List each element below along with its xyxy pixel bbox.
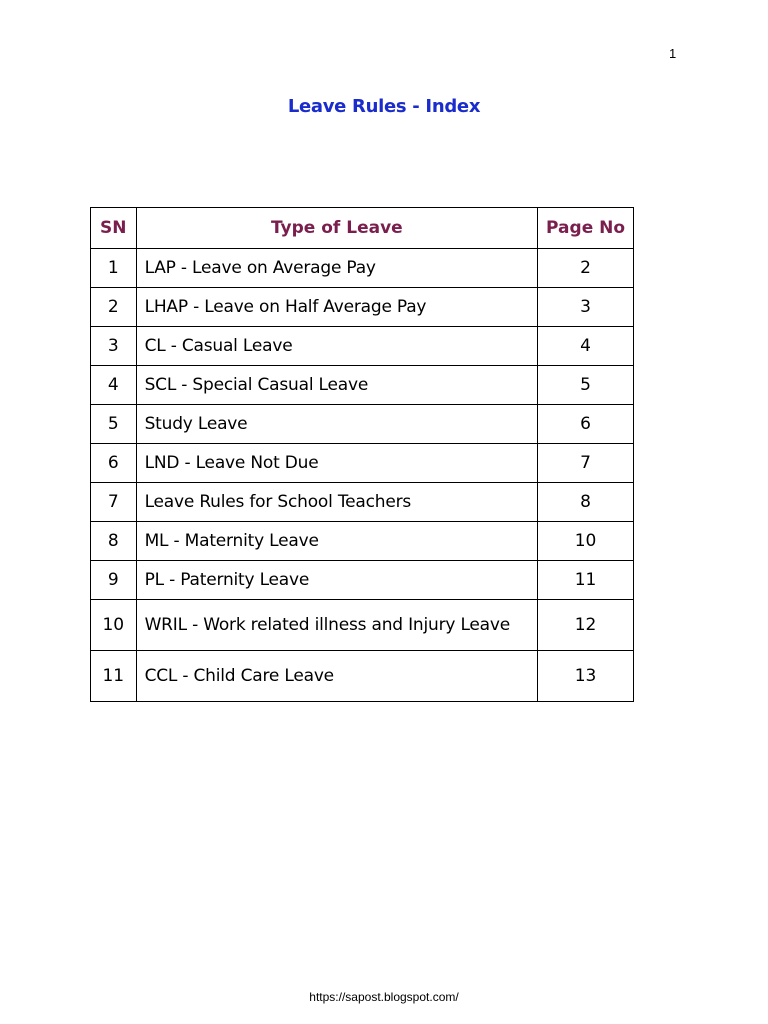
row-type: Study Leave xyxy=(136,405,538,444)
row-page: 7 xyxy=(538,444,634,483)
row-page: 6 xyxy=(538,405,634,444)
row-page: 5 xyxy=(538,366,634,405)
table-row xyxy=(91,651,634,702)
row-sn: 5 xyxy=(91,405,137,444)
header-page-no: Page No xyxy=(538,208,634,249)
row-sn: 1 xyxy=(91,249,137,288)
row-page: 2 xyxy=(538,249,634,288)
header-sn: SN xyxy=(91,208,137,249)
row-page: 8 xyxy=(538,483,634,522)
row-sn: 7 xyxy=(91,483,137,522)
row-type: LND - Leave Not Due xyxy=(136,444,538,483)
header-type-of-leave: Type of Leave xyxy=(136,208,538,249)
row-type: WRIL - Work related illness and Injury Leave xyxy=(136,600,538,651)
footer-url: https://sapost.blogspot.com/ xyxy=(309,990,459,1004)
table-row xyxy=(91,561,634,600)
row-type: LHAP - Leave on Half Average Pay xyxy=(136,288,538,327)
row-type: ML - Maternity Leave xyxy=(136,522,538,561)
row-type: PL - Paternity Leave xyxy=(136,561,538,600)
table-row xyxy=(91,366,634,405)
row-page: 3 xyxy=(538,288,634,327)
row-type: LAP - Leave on Average Pay xyxy=(136,249,538,288)
table-row xyxy=(91,483,634,522)
row-sn: 10 xyxy=(91,600,137,651)
row-sn: 11 xyxy=(91,651,137,702)
page-number: 1 xyxy=(669,46,677,61)
table-row xyxy=(91,288,634,327)
row-page: 11 xyxy=(538,561,634,600)
row-type: SCL - Special Casual Leave xyxy=(136,366,538,405)
table-row xyxy=(91,444,634,483)
table-row xyxy=(91,327,634,366)
row-type: CL - Casual Leave xyxy=(136,327,538,366)
row-page: 10 xyxy=(538,522,634,561)
table-header-row xyxy=(91,208,634,249)
row-sn: 4 xyxy=(91,366,137,405)
row-sn: 8 xyxy=(91,522,137,561)
row-type: Leave Rules for School Teachers xyxy=(136,483,538,522)
row-page: 12 xyxy=(538,600,634,651)
row-page: 4 xyxy=(538,327,634,366)
leave-index-table xyxy=(90,207,634,702)
row-sn: 2 xyxy=(91,288,137,327)
row-sn: 9 xyxy=(91,561,137,600)
table-row xyxy=(91,522,634,561)
row-page: 13 xyxy=(538,651,634,702)
table-row xyxy=(91,249,634,288)
row-sn: 3 xyxy=(91,327,137,366)
row-sn: 6 xyxy=(91,444,137,483)
row-type: CCL - Child Care Leave xyxy=(136,651,538,702)
table-row xyxy=(91,405,634,444)
table-row xyxy=(91,600,634,651)
page-title: Leave Rules - Index xyxy=(287,96,481,117)
